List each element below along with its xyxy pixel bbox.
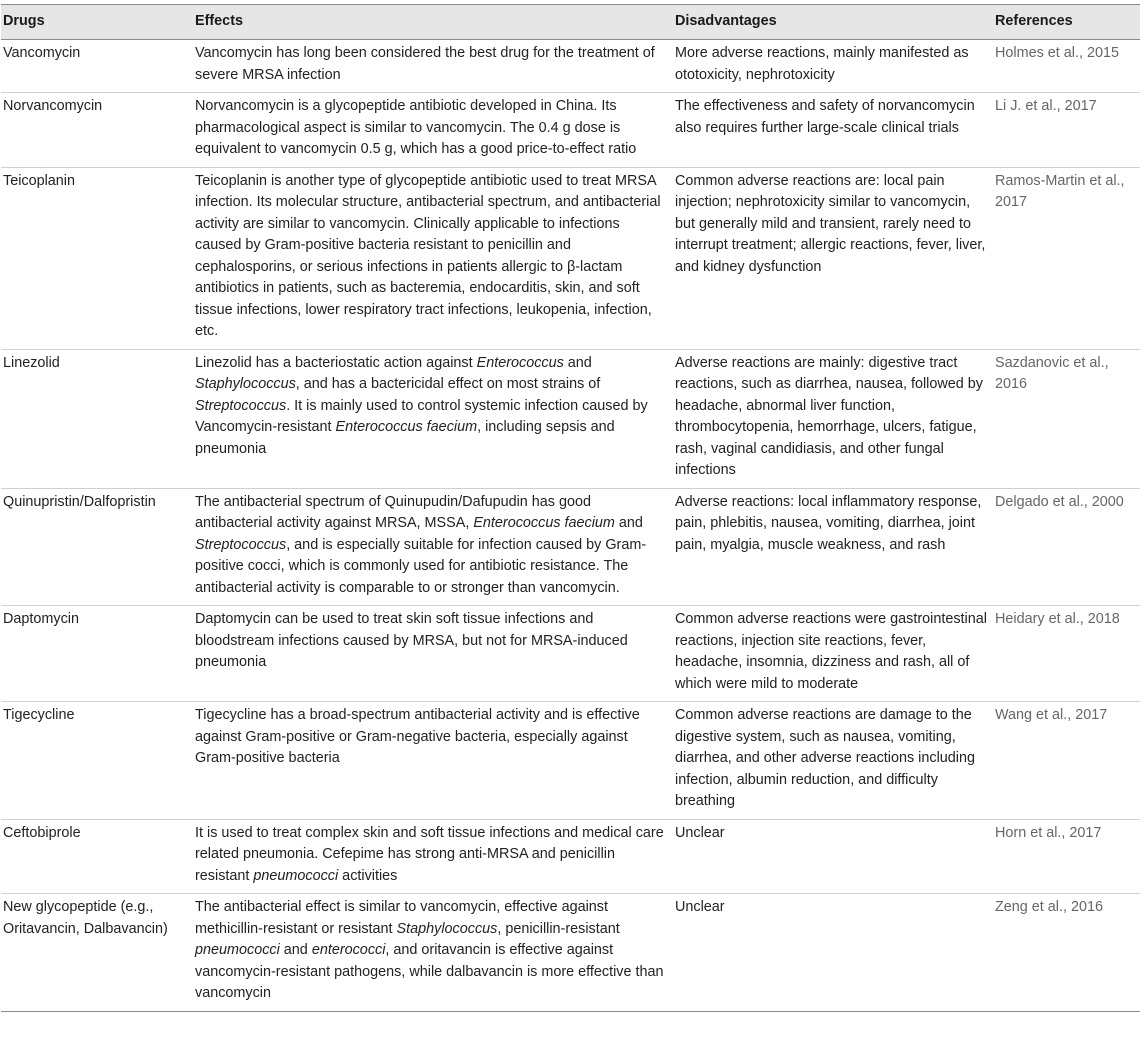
reference-cell: Wang et al., 2017 — [993, 702, 1140, 820]
text-segment: , penicillin-resistant — [497, 920, 620, 937]
table-row — [1, 702, 1140, 820]
text-segment: , including sepsis and pneumonia — [195, 419, 615, 457]
text-segment: and — [614, 515, 643, 531]
effects-cell — [193, 702, 673, 820]
text-segment: Common adverse reactions are damage to the digestive system, such as nausea, vomiting, diarrhea, and other adverse reactions including infection, albumin reduction, and difficulty breathing — [675, 707, 975, 809]
table-row — [1, 93, 1140, 168]
italic-term: Enterococcus — [476, 354, 564, 371]
drug-cell: Vancomycin — [1, 40, 193, 93]
text-segment: Tigecycline has a broad-spectrum antibacterial activity and is effective against Gram-positive or Gram-negative bacteria, especially against Gram-positive bacteria — [195, 707, 640, 766]
italic-term: Enterococcus faecium — [473, 515, 615, 531]
text-segment: activities — [338, 867, 398, 884]
table-row — [1, 894, 1140, 1012]
effects-cell — [193, 894, 673, 1012]
header-references: References — [993, 5, 1140, 40]
text-segment: . It is mainly used to control systemic infection caused by Vancomycin-resistant — [195, 397, 648, 435]
text-segment: It is used to treat complex skin and soft tissue infections and medical care related pneumonia. Cefepime has strong anti-MRSA and penicillin resistant — [195, 824, 664, 884]
effects-cell — [193, 488, 673, 606]
text-segment: Unclear — [675, 899, 725, 915]
disadvantages-cell — [673, 167, 993, 349]
text-segment: Adverse reactions are mainly: digestive tract reactions, such as diarrhea, nausea, followed by headache, abnormal liver function, thrombocytopenia, hemorrhage, ulcers, fatigue, rash, vaginal candidiasis, and other fungal infections — [675, 354, 983, 478]
disadvantages-cell — [673, 819, 993, 894]
italic-term: Staphylococcus — [396, 920, 498, 937]
text-segment: The effectiveness and safety of norvancomycin also requires further large-scale clinical trials — [675, 98, 975, 136]
header-effects: Effects — [193, 5, 673, 40]
reference-cell: Delgado et al., 2000 — [993, 488, 1140, 606]
text-segment: Adverse reactions: local inflammatory response, pain, phlebitis, nausea, vomiting, diarrhea, joint pain, myalgia, muscle weakness, and rash — [675, 493, 982, 553]
drug-comparison-table — [1, 4, 1140, 1012]
header-drugs: Drugs — [1, 5, 193, 40]
text-segment: Norvancomycin is a glycopeptide antibiotic developed in China. Its pharmacological aspect is similar to vancomycin. The 0.4 g dose is equivalent to vancomycin 0.5 g, which has a good price-to-effect ratio — [195, 98, 637, 157]
table-row — [1, 606, 1140, 702]
text-segment: Teicoplanin is another type of glycopeptide antibiotic used to treat MRSA infection. Its molecular structure, antibacterial spectrum, and antibacterial activity are similar to vancomycin. Clinically applicable to infections caused by Gram-positive bacteria resistant to penicillin and cephalosporins, or serious infections in patients allergic to β-lactam antibiotics in patients, such as bacteremia, endocarditis, skin, and soft tissue infections, lower respiratory tract infections, leukopenia, infection, etc. — [195, 172, 661, 339]
disadvantages-cell — [673, 606, 993, 702]
reference-cell: Zeng et al., 2016 — [993, 894, 1140, 1012]
disadvantages-cell — [673, 702, 993, 820]
text-segment: More adverse reactions, mainly manifested as ototoxicity, nephrotoxicity — [675, 45, 969, 83]
table-row — [1, 819, 1140, 894]
italic-term: Streptococcus — [195, 536, 287, 553]
text-segment: Unclear — [675, 824, 725, 841]
table-header — [1, 5, 1140, 40]
italic-term: enterococci — [311, 942, 386, 958]
drug-cell: Ceftobiprole — [1, 819, 193, 894]
drug-cell: Norvancomycin — [1, 93, 193, 168]
header-row — [1, 5, 1140, 40]
drug-cell: Tigecycline — [1, 702, 193, 820]
drug-cell: Teicoplanin — [1, 167, 193, 349]
effects-cell — [193, 819, 673, 894]
effects-cell — [193, 167, 673, 349]
table-row — [1, 167, 1140, 349]
header-disadvantages: Disadvantages — [673, 5, 993, 40]
text-segment: Common adverse reactions were gastrointestinal reactions, injection site reactions, fever, headache, insomnia, dizziness and rash, all of which were mild to moderate — [675, 611, 987, 692]
text-segment: Common adverse reactions are: local pain injection; nephrotoxicity similar to vancomycin, but generally mild and transient, rarely need to interrupt treatment; allergic reactions, fever, liver, and kidney dysfunction — [675, 172, 986, 275]
italic-term: Enterococcus faecium — [335, 419, 478, 435]
text-segment: and — [279, 942, 312, 958]
reference-cell: Holmes et al., 2015 — [993, 40, 1140, 93]
effects-cell — [193, 93, 673, 168]
reference-cell: Sazdanovic et al., 2016 — [993, 349, 1140, 488]
table-row — [1, 349, 1140, 488]
table-body — [1, 40, 1140, 1012]
reference-cell: Heidary et al., 2018 — [993, 606, 1140, 702]
table-row — [1, 40, 1140, 93]
reference-cell: Horn et al., 2017 — [993, 819, 1140, 894]
disadvantages-cell — [673, 93, 993, 168]
italic-term: Staphylococcus — [195, 376, 296, 392]
table-row — [1, 488, 1140, 606]
text-segment: , and is especially suitable for infection caused by Gram-positive cocci, which is commonly used for antibiotic resistance. The antibacterial activity is comparable to or stronger than vancomycin. — [195, 536, 647, 596]
effects-cell — [193, 40, 673, 93]
effects-cell — [193, 606, 673, 702]
text-segment: The antibacterial spectrum of Quinupudin/Dafupudin has good antibacterial activity against MRSA, MSSA, — [195, 493, 591, 531]
disadvantages-cell — [673, 488, 993, 606]
reference-cell: Ramos-Martin et al., 2017 — [993, 167, 1140, 349]
text-segment: Linezolid has a bacteriostatic action against — [195, 354, 477, 371]
effects-cell — [193, 349, 673, 488]
text-segment: , and has a bactericidal effect on most strains of — [295, 376, 601, 392]
italic-term: pneumococci — [253, 867, 339, 884]
text-segment: Vancomycin has long been considered the best drug for the treatment of severe MRSA infection — [195, 45, 655, 83]
drug-cell: Daptomycin — [1, 606, 193, 702]
disadvantages-cell — [673, 349, 993, 488]
disadvantages-cell — [673, 40, 993, 93]
drug-cell: Quinupristin/Dalfopristin — [1, 488, 193, 606]
disadvantages-cell — [673, 894, 993, 1012]
drug-cell: Linezolid — [1, 349, 193, 488]
text-segment: and — [563, 354, 592, 371]
text-segment: The antibacterial effect is similar to vancomycin, effective against methicillin-resistant or resistant — [195, 899, 608, 937]
text-segment: , and oritavancin is effective against vancomycin-resistant pathogens, while dalbavancin is more effective than vancomycin — [195, 942, 664, 1001]
reference-cell: Li J. et al., 2017 — [993, 93, 1140, 168]
text-segment: Daptomycin can be used to treat skin soft tissue infections and bloodstream infections caused by MRSA, but not for MRSA-induced pneumonia — [195, 611, 628, 670]
italic-term: Streptococcus — [195, 397, 287, 414]
drug-cell: New glycopeptide (e.g., Oritavancin, Dalbavancin) — [1, 894, 193, 1012]
italic-term: pneumococci — [195, 942, 280, 958]
